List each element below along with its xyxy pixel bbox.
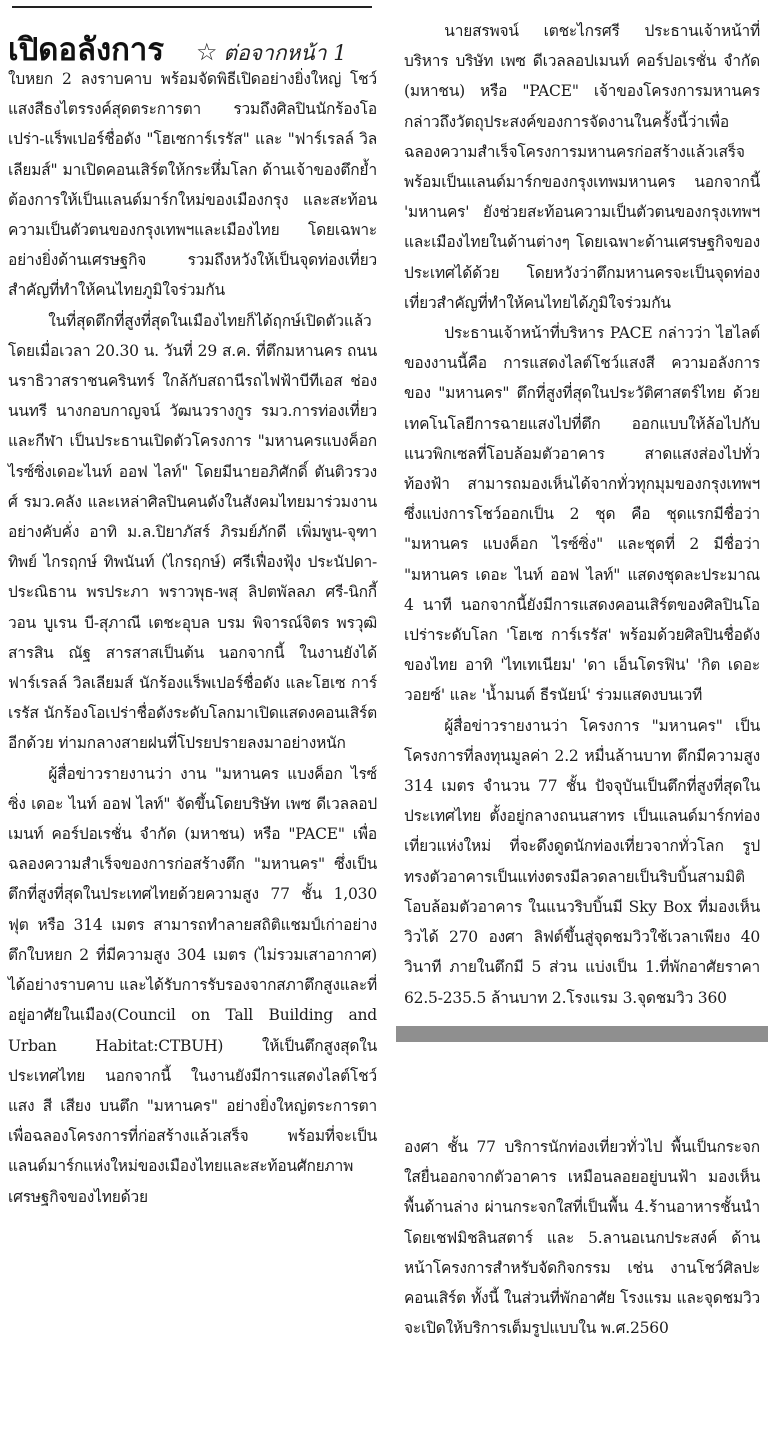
right-column <box>396 0 768 1430</box>
article-paragraph: ผู้สื่อข่าวรายงานว่า โครงการ "มหานคร" เป็นโครงการที่ลงทุนมูลค่า 2.2 หมื่นล้านบาท ตึกมีความสูง 314 เมตร จำนวน 77 ชั้น ปัจจุบันเป็นตึกที่สูงที่สุดในประเทศไทย ตั้งอยู่กลางถนนสาทร เป็นแลนด์มาร์กท่องเที่ยวแห่งใหม่ ที่จะดึงดูดนักท่องเที่ยวจากทั่วโลก รูปทรงตัวอาคารเป็นแท่งตรงมีลวดลายเป็นริบบิ้นสามมิติโอบล้อมตัวอาคาร ในแนวริบบิ้นมี Sky Box ที่มองเห็นวิวได้ 270 องศา ลิฟต์ขึ้นสู่จุดชมวิวใช้เวลาเพียง 40 วินาที ภายในตึกมี 5 ส่วน แบ่งเป็น 1.ที่พักอาศัยราคา 62.5-235.5 ล้านบาท 2.โรงแรม 3.จุดชมวิว 360 <box>404 716 760 1007</box>
right-article-continuation <box>404 1132 760 1343</box>
left-article-body <box>8 64 377 1212</box>
right-article-body <box>404 16 760 1013</box>
gray-divider-bar <box>396 1026 768 1042</box>
article-paragraph: ใบหยก 2 ลงราบคาบ พร้อมจัดพิธีเปิดอย่างยิ่งใหญ่ โชว์แสงสีธงไตรรงค์สุดตระการตา รวมถึงศิลปินนักร้องโอเปร่า-แร็พเปอร์ชื่อดัง "โฮเซการ์เรรัส" และ "ฟาร์เรลล์ วิลเลียมส์" มาเปิดคอนเสิร์ตให้กระหึ่มโลก ด้านเจ้าของตึกย้ำ ต้องการให้เป็นแลนด์มาร์กใหม่ของเมืองกรุง และสะท้อนความเป็นตัวตนของกรุงเทพฯและเมืองไทย โดยเฉพาะอย่างยิ่งด้านเศรษฐกิจ รวมถึงหวังให้เป็นจุดท่องเที่ยวสำคัญที่ทำให้คนไทยภูมิใจร่วมกัน <box>8 70 377 300</box>
top-rule <box>12 6 372 8</box>
article-paragraph: ในที่สุดตึกที่สูงที่สุดในเมืองไทยก็ได้ฤกษ์เปิดตัวแล้ว โดยเมื่อเวลา 20.30 น. วันที่ 29 ส.ค. ที่ตึกมหานคร ถนนนราธิวาสราชนครินทร์ ใกล้กับสถานีรถไฟฟ้าบีทีเอส ช่องนนทรี นางกอบกาญจน์ วัฒนวรางกูร รมว.การท่องเที่ยวและกีฬา เป็นประธานเปิดตัวโครงการ "มหานครแบงค็อก ไรซ์ซิ่งเดอะไนท์ ออฟ ไลท์" โดยมีนายอภิศักดิ์ ตันติวรวงศ์ รมว.คลัง และเหล่าศิลปินคนดังในสังคมไทยมาร่วมงานอย่างคับคั่ง อาทิ ม.ล.ปิยาภัสร์ ภิรมย์ภักดี เพิ่มพูน-จุฑาทิพย์ ไกรฤกษ์ ทิพนันท์ (ไกรฤกษ์) ศรีเฟื่องฟุ้ง ประนัปดา-ประณิธาน พรประภา พราวพุธ-พสุ ลิปตพัลลภ ศรี-นิกกี้ วอน บูเรน บี-สุภาณี เตชะอุบล บรม พิจารณ์จิตร พรวุฒิ สารสิน ณัฐ สารสาสเป็นต้น นอกจากนี้ ในงานยังได้ฟาร์เรลล์ วิลเลียมส์ นักร้องแร็พเปอร์ชื่อดัง และโฮเซ การ์เรรัส นักร้องโอเปร่าชื่อดังระดับโลกมาเปิดแสดงคอนเสิร์ตอีกด้วย ท่ามกลางสายฝนที่โปรยปรายลงมาอย่างหนัก <box>8 311 377 753</box>
left-column <box>0 0 385 1430</box>
star-icon: ☆ <box>195 38 218 66</box>
headline-title: เปิดอลังการ <box>8 32 164 68</box>
clipping-break <box>396 1012 768 1132</box>
article-paragraph: องศา ชั้น 77 บริการนักท่องเที่ยวทั่วไป พื้นเป็นกระจกใสยื่นออกจากตัวอาคาร เหมือนลอยอยู่บนฟ้า มองเห็นพื้นด้านล่าง ผ่านกระจกใสที่เป็นพื้น 4.ร้านอาหารชั้นนำโดยเชฟมิชลินสตาร์ และ 5.ลานอเนกประสงค์ ด้านหน้าโครงการสำหรับจัดกิจกรรม เช่น งานโชว์ศิลปะ คอนเสิร์ต ทั้งนี้ ในส่วนที่พักอาศัย โรงแรม และจุดชมวิว จะเปิดให้บริการเต็มรูปแบบใน พ.ศ.2560 <box>404 1138 760 1338</box>
article-paragraph: ผู้สื่อข่าวรายงานว่า งาน "มหานคร แบงค็อก ไรซ์ซิ่ง เดอะ ไนท์ ออฟ ไลท์" จัดขึ้นโดยบริษัท เพซ ดีเวลลอปเมนท์ คอร์ปอเรชั่น จำกัด (มหาชน) หรือ "PACE" เพื่อฉลองความสำเร็จของการก่อสร้างตึก "มหานคร" ซึ่งเป็นตึกที่สูงที่สุดในประเทศไทยด้วยความสูง 77 ชั้น 1,030 ฟุต หรือ 314 เมตร สามารถทำลายสถิติแชมป์เก่าอย่างตึกใบหยก 2 ที่มีความสูง 304 เมตร (ไม่รวมเสาอากาศ) ได้อย่างราบคาบ และได้รับการรับรองจากสภาตึกสูงและที่อยู่อาศัยในเมือง(Council on Tall Building and Urban Habitat:CTBUH) ให้เป็นตึกสูงสุดในประเทศไทย นอกจากนี้ ในงานยังมีการแสดงไลต์โชว์ แสง สี เสียง บนตึก "มหานคร" อย่างยิ่งใหญ่ตระการตา เพื่อฉลองโครงการที่ก่อสร้างแล้วเสร็จ พร้อมที่จะเป็นแลนด์มาร์กแห่งใหม่ของเมืองไทยและสะท้อนศักยภาพเศรษฐกิจของไทยด้วย <box>8 764 377 1206</box>
article-paragraph: นายสรพจน์ เตชะไกรศรี ประธานเจ้าหน้าที่บริหาร บริษัท เพซ ดีเวลลอปเมนท์ คอร์ปอเรชั่น จำกัด (มหาชน) หรือ "PACE" เจ้าของโครงการมหานคร กล่าวถึงวัตถุประสงค์ของการจัดงานในครั้งนี้ว่าเพื่อฉลองความสำเร็จโครงการมหานครก่อสร้างแล้วเสร็จ พร้อมเป็นแลนด์มาร์กของกรุงเทพมหานคร นอกจากนี้ 'มหานคร' ยังช่วยสะท้อนความเป็นตัวตนของกรุงเทพฯ และเมืองไทยในด้านต่างๆ โดยเฉพาะด้านเศรษฐกิจของประเทศได้ด้วย โดยหวังว่าตึกมหานครจะเป็นจุดท่องเที่ยวสำคัญที่ทำให้คนไทยได้ภูมิใจร่วมกัน <box>404 22 760 312</box>
continued-from-label: ต่อจากหน้า 1 <box>223 41 347 65</box>
article-paragraph: ประธานเจ้าหน้าที่บริหาร PACE กล่าวว่า ไฮไลต์ของงานนี้คือ การแสดงไลต์โชว์แสงสี ความอลังการของ "มหานคร" ตึกที่สูงที่สุดในประวัติศาสตร์ไทย ด้วยเทคโนโลยีการฉายแสงไปที่ตึก ออกแบบให้ล้อไปกับแนวพิกเซลที่โอบล้อมตัวอาคาร สาดแสงส่องไปทั่วท้องฟ้า สามารถมองเห็นได้จากทั่วทุกมุมของกรุงเทพฯ ซึ่งแบ่งการโชว์ออกเป็น 2 ชุด คือ ชุดแรกมีชื่อว่า "มหานคร แบงค็อก ไรซ์ซิ่ง" และชุดที่ 2 มีชื่อว่า "มหานคร เดอะ ไนท์ ออฟ ไลท์" แสดงชุดละประมาณ 4 นาที นอกจากนี้ยังมีการแสดงคอนเสิร์ตของศิลปินโอเปร่าระดับโลก 'โฮเซ การ์เรรัส' พร้อมด้วยศิลปินชื่อดังของไทย อาทิ 'ไทเทเนียม' 'ดา เอ็นโดรฟิน' 'กิต เดอะวอยซ์' และ 'น้ำมนต์ ธีรนัยน์' ร่วมแสดงบนเวที <box>404 324 760 705</box>
headline <box>8 24 381 66</box>
